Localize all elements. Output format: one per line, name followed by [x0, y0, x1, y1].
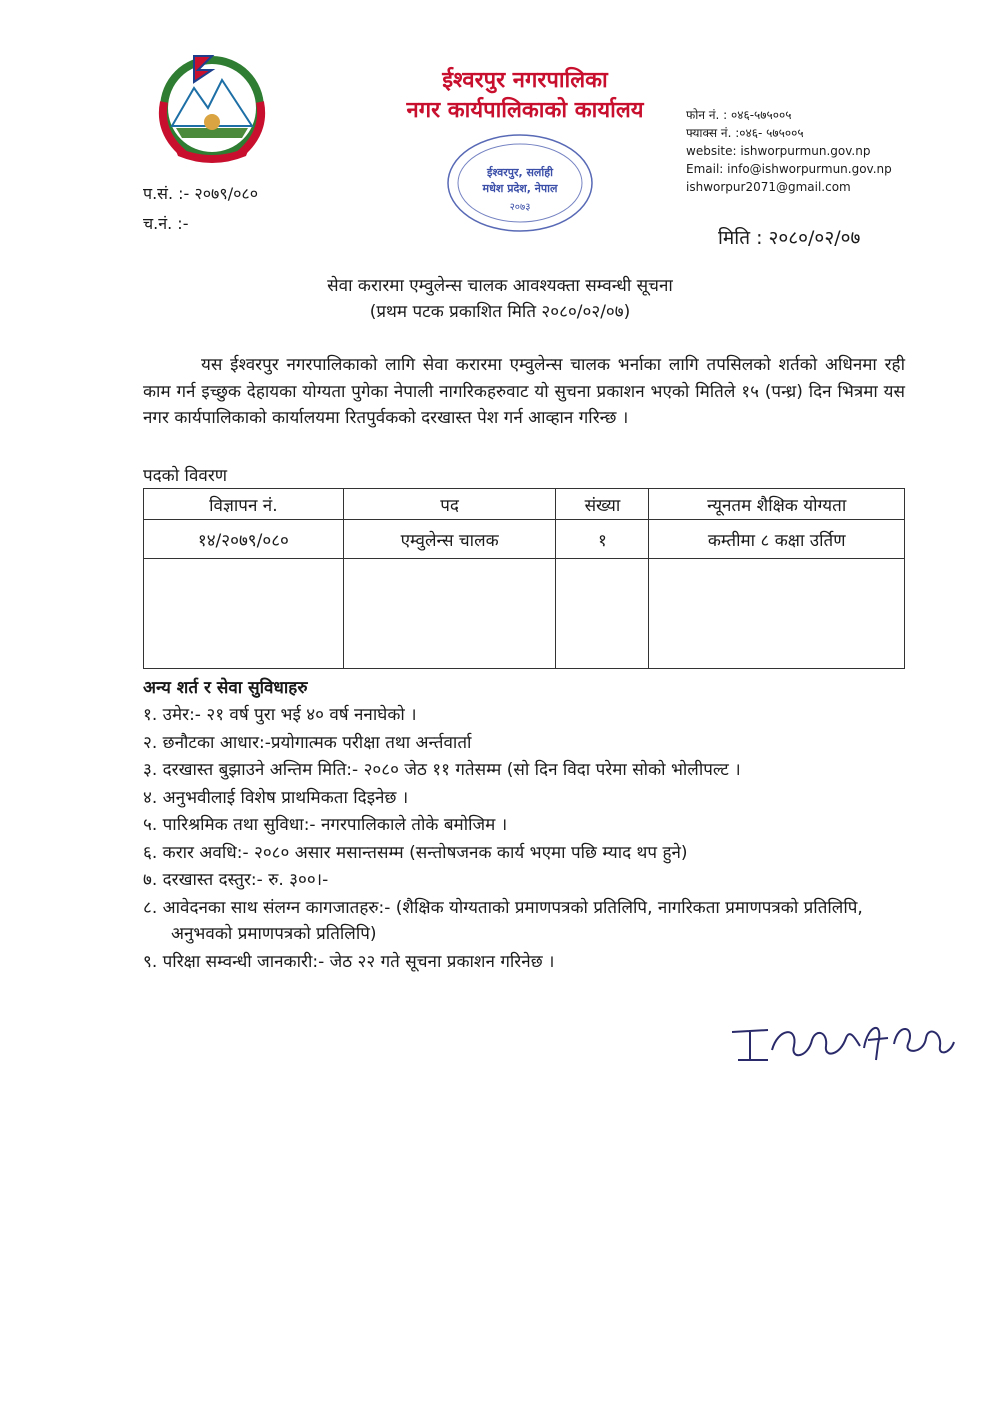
column-header: पद: [343, 489, 556, 520]
list-item: ३. दरखास्त बुझाउने अन्तिम मिति:- २०८० जेठ ११ गतेसम्म (सो दिन विदा परेमा सोको भोलीपल्ट ।: [143, 760, 741, 780]
list-item: २. छनौटका आधार:-प्रयोगात्मक परीक्षा तथा अर्न्तवार्ता: [143, 732, 472, 753]
list-item: ४. अनुभवीलाई विशेष प्राथमिकता दिइनेछ ।: [143, 787, 409, 808]
seal-line-1: ईश्वरपुर, सर्लाही: [487, 166, 553, 179]
patra-sankhya: प.सं. :- २०७९/०८०: [143, 184, 259, 203]
notice-subject: सेवा करारमा एम्वुलेन्स चालक आवश्यक्ता सम्वन्धी सूचना: [327, 276, 673, 296]
signature: [728, 1010, 958, 1070]
table-cell: [343, 559, 556, 669]
office-seal-stamp: [440, 128, 600, 238]
intro-paragraph: यस ईश्वरपुर नगरपालिकाको लागि सेवा करारमा एम्वुलेन्स चालक भर्नाका लागि तपसिलको शर्तको अधिनमा रही काम गर्न इच्छुक देहायका योग्यता पुगेका नेपाली नागरिकहरुवाट यो सुचना प्रकाशन भएको मितिले १५ (पन्ध्र) दिन भित्रमा यस नगर कार्यपालिकाको कार्यालयमा रितपुर्वकको दरखास्त पेश गर्न आव्हान गरिन्छ ।: [143, 355, 905, 428]
contact-email-secondary: ishworpur2071@gmail.com: [686, 180, 851, 194]
conditions-heading: अन्य शर्त र सेवा सुविधाहरु: [143, 678, 308, 698]
contact-fax: फ्याक्स नं. :०४६- ५७५००५: [686, 126, 804, 140]
table-cell: [649, 559, 905, 669]
chalani-number: च.नं. :-: [143, 214, 189, 233]
conditions-list: [143, 702, 913, 976]
list-item: ६. करार अवधि:- २०८० असार मसान्तसम्म (सन्तोषजनक कार्य भएमा पछि म्याद थप हुने): [143, 842, 688, 863]
table-row: [144, 520, 905, 559]
municipality-name: ईश्वरपुर नगरपालिका: [442, 68, 608, 93]
contact-website: website: ishworpurmun.gov.np: [686, 144, 871, 158]
table-cell: एम्वुलेन्स चालक: [343, 520, 556, 559]
table-row-empty: [144, 559, 905, 669]
seal-line-2: मधेश प्रदेश, नेपाल: [482, 182, 558, 195]
list-item: ५. पारिश्रमिक तथा सुविधा:- नगरपालिकाले तोके बमोजिम ।: [143, 815, 508, 835]
notice-subtitle: (प्रथम पटक प्रकाशित मिति २०८०/०२/०७): [369, 302, 631, 322]
column-header: न्यूनतम शैक्षिक योग्यता: [649, 489, 905, 520]
list-item: ८. आवेदनका साथ संलग्न कागजातहरु:- (शैक्षिक योग्यताको प्रमाणपत्रको प्रतिलिपि, नागरिकता प्रमाणपत्रको प्रतिलिपि, अनुभवको प्रमाणपत्रको प्रतिलिपि): [143, 897, 863, 944]
table-cell: [556, 559, 649, 669]
contact-phone: फोन नं. : ०४६-५७५००५: [686, 108, 792, 122]
government-emblem-icon: [150, 42, 274, 166]
column-header: संख्या: [556, 489, 649, 520]
column-header: विज्ञापन नं.: [144, 489, 344, 520]
office-name: नगर कार्यपालिकाको कार्यालय: [406, 98, 644, 123]
list-item: ९. परिक्षा सम्वन्धी जानकारी:- जेठ २२ गते सूचना प्रकाशन गरिनेछ ।: [143, 951, 555, 972]
post-details-table: [143, 488, 905, 669]
list-item: ७. दरखास्त दस्तुर:- रु. ३००।-: [143, 870, 329, 890]
contact-email: Email: info@ishworpurmun.gov.np: [686, 162, 892, 176]
table-cell: [144, 559, 344, 669]
table-cell: १: [556, 520, 649, 559]
list-item: १. उमेर:- २१ वर्ष पुरा भई ४० वर्ष ननाघेको ।: [143, 705, 417, 725]
table-cell: १४/२०७९/०८०: [144, 520, 344, 559]
seal-line-3: २०७३: [509, 202, 531, 213]
notice-date: मिति : २०८०/०२/०७: [718, 227, 861, 249]
table-header-row: [144, 489, 905, 520]
table-cell: कम्तीमा ८ कक्षा उर्तिण: [649, 520, 905, 559]
post-details-heading: पदको विवरण: [143, 466, 228, 486]
